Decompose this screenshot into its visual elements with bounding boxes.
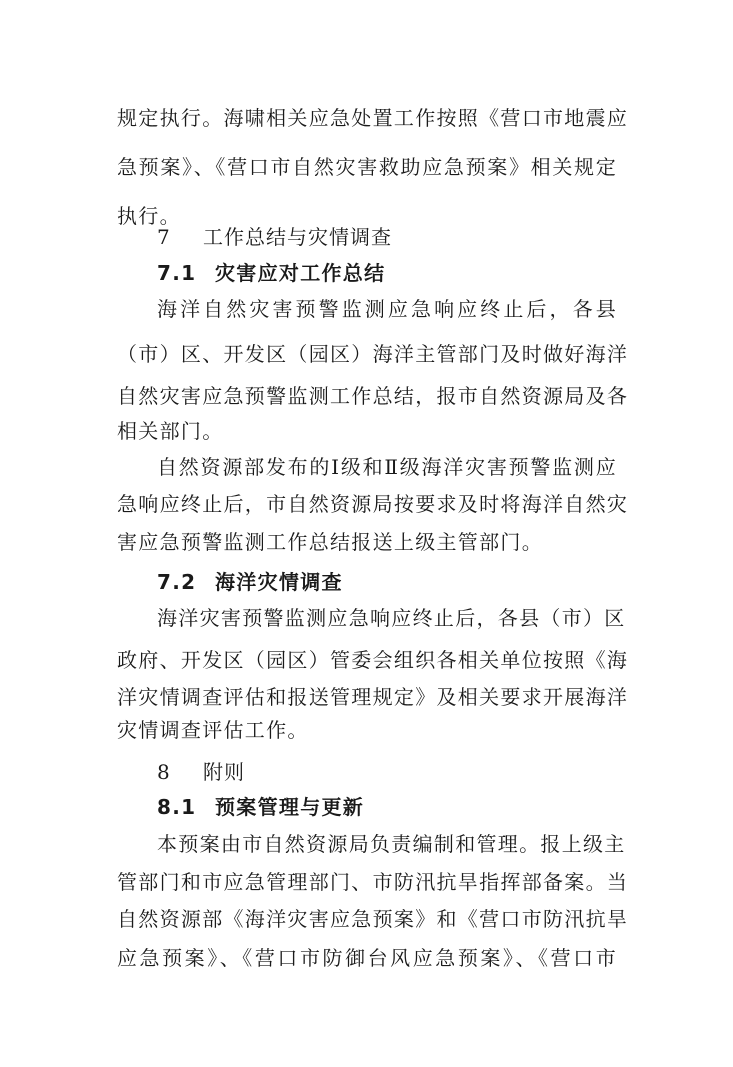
paragraph-line: 自然灾害应急预警监测工作总结，报市自然资源局及各 (117, 384, 629, 408)
section-title: 海洋灾情调查 (215, 570, 343, 594)
paragraph-line: 本预案由市自然资源局负责编制和管理。报上级主 (157, 832, 626, 856)
section-title: 灾害应对工作总结 (215, 261, 386, 285)
section-number: 8.1 (157, 795, 197, 819)
paragraph-line: 害应急预警监测工作总结报送上级主管部门。 (117, 530, 543, 554)
section-heading-7 (117, 223, 617, 251)
paragraph-line: 急预案》、《营口市自然灾害救助应急预案》相关规定 (117, 155, 617, 179)
paragraph-line: 管部门和市应急管理部门、市防汛抗旱指挥部备案。当 (117, 870, 629, 894)
paragraph-line: 自然资源部《海洋灾害应急预案》和《营口市防汛抗旱 (117, 907, 629, 931)
section-title: 附则 (203, 760, 245, 784)
section-number: 8 (157, 760, 172, 784)
paragraph-line: 规定执行。海啸相关应急处置工作按照《营口市地震应 (117, 106, 629, 130)
section-heading-7-1 (117, 259, 617, 287)
paragraph-line: 洋灾情调查评估和报送管理规定》及相关要求开展海洋 (117, 685, 629, 709)
paragraph-line: 急响应终止后，市自然资源局按要求及时将海洋自然灾 (117, 492, 629, 516)
section-heading-8 (117, 758, 617, 786)
paragraph-line: 海洋自然灾害预警监测应急响应终止后，各县 (157, 297, 617, 321)
paragraph-line: 执行。 (117, 204, 181, 228)
paragraph-line: （市）区、开发区（园区）海洋主管部门及时做好海洋 (117, 342, 629, 366)
paragraph-line: 相关部门。 (117, 419, 224, 443)
section-title: 预案管理与更新 (215, 795, 365, 819)
section-number: 7.2 (157, 570, 197, 594)
paragraph-line: 自然资源部发布的Ⅰ级和Ⅱ级海洋灾害预警监测应 (157, 455, 617, 479)
paragraph-line: 政府、开发区（园区）管委会组织各相关单位按照《海 (117, 648, 629, 672)
paragraph-line: 海洋灾害预警监测应急响应终止后，各县（市）区 (157, 606, 626, 630)
section-title: 工作总结与灾情调查 (203, 225, 392, 249)
section-number: 7.1 (157, 261, 197, 285)
paragraph-line: 灾情调查评估工作。 (117, 718, 309, 742)
section-number: 7 (157, 225, 172, 249)
section-heading-8-1 (117, 793, 617, 821)
paragraph-line: 应急预案》、《营口市防御台风应急预案》、《营口市 (117, 946, 617, 970)
section-heading-7-2 (117, 568, 617, 596)
